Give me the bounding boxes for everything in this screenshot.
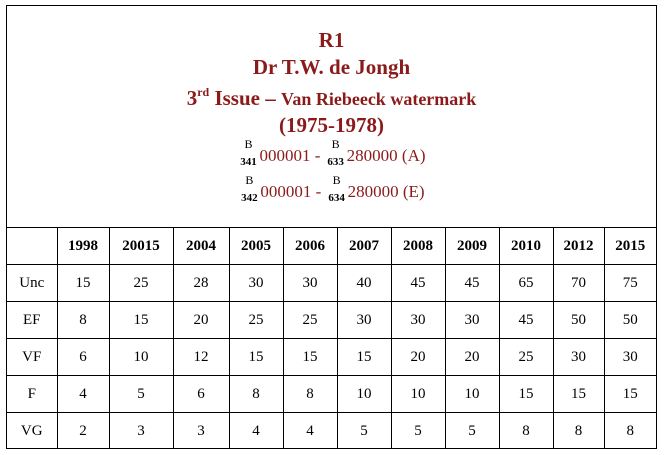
issue-description: Van Riebeeck watermark: [280, 89, 477, 109]
price-table: [7, 228, 656, 449]
table-cell: 30: [391, 302, 445, 339]
table-cell: 6: [57, 339, 109, 376]
table-cell: 10: [109, 339, 173, 376]
issue-word: Issue –: [214, 86, 276, 110]
table-cell: 45: [499, 302, 553, 339]
table-cell: 30: [604, 339, 656, 376]
grade-label: VF: [7, 339, 57, 376]
table-cell: 5: [391, 413, 445, 450]
table-cell: 70: [553, 265, 604, 302]
issue-number: 3: [186, 86, 198, 110]
table-cell: 6: [173, 376, 229, 413]
issue-line: [7, 85, 656, 111]
table-cell: 12: [173, 339, 229, 376]
table-cell: 20: [173, 302, 229, 339]
table-cell: 28: [173, 265, 229, 302]
table-cell: 8: [604, 413, 656, 450]
table-cell: 4: [57, 376, 109, 413]
table-cell: 15: [283, 339, 337, 376]
table-cell: 15: [337, 339, 391, 376]
table-cell: 4: [229, 413, 283, 450]
table-cell: 30: [553, 339, 604, 376]
table-cell: 25: [283, 302, 337, 339]
table-cell: 65: [499, 265, 553, 302]
column-header: [7, 228, 57, 265]
table-cell: 15: [109, 302, 173, 339]
table-cell: 50: [604, 302, 656, 339]
serial-range-a: [7, 137, 656, 169]
table-cell: 15: [499, 376, 553, 413]
table-cell: 15: [229, 339, 283, 376]
prefix-end: B 633: [327, 137, 344, 169]
table-cell: 8: [283, 376, 337, 413]
table-cell: 75: [604, 265, 656, 302]
table-cell: 45: [445, 265, 499, 302]
table-cell: 3: [173, 413, 229, 450]
catalog-entry-box: [6, 5, 657, 449]
column-header: 2009: [445, 228, 499, 265]
table-row: [7, 302, 656, 339]
catalog-code: R1: [318, 28, 345, 52]
table-cell: 10: [391, 376, 445, 413]
column-header: 20015: [109, 228, 173, 265]
table-cell: 15: [553, 376, 604, 413]
table-cell: 30: [229, 265, 283, 302]
column-header: 2006: [283, 228, 337, 265]
column-header: 2004: [173, 228, 229, 265]
table-cell: 30: [445, 302, 499, 339]
table-header-row: [7, 228, 656, 265]
table-cell: 40: [337, 265, 391, 302]
signatory-name: Dr T.W. de Jongh: [252, 55, 411, 79]
table-cell: 15: [604, 376, 656, 413]
table-cell: 3: [109, 413, 173, 450]
column-header: 2012: [553, 228, 604, 265]
table-cell: 25: [229, 302, 283, 339]
grade-label: Unc: [7, 265, 57, 302]
table-row: [7, 339, 656, 376]
table-cell: 20: [445, 339, 499, 376]
table-cell: 30: [283, 265, 337, 302]
serial-range-e: [7, 173, 656, 205]
column-header: 1998: [57, 228, 109, 265]
table-cell: 30: [337, 302, 391, 339]
column-header: 2005: [229, 228, 283, 265]
table-cell: 25: [109, 265, 173, 302]
prefix-end: B 634: [328, 173, 345, 205]
grade-label: VG: [7, 413, 57, 450]
table-cell: 4: [283, 413, 337, 450]
table-row: [7, 413, 656, 450]
table-cell: 15: [57, 265, 109, 302]
table-cell: 2: [57, 413, 109, 450]
table-row: [7, 376, 656, 413]
prefix-start: B 341: [240, 137, 257, 169]
table-cell: 10: [337, 376, 391, 413]
issue-ordinal-suffix: rd: [197, 85, 210, 99]
grade-label: EF: [7, 302, 57, 339]
table-cell: 5: [109, 376, 173, 413]
table-cell: 5: [337, 413, 391, 450]
column-header: 2008: [391, 228, 445, 265]
table-cell: 8: [229, 376, 283, 413]
table-cell: 8: [553, 413, 604, 450]
table-cell: 20: [391, 339, 445, 376]
serial-end: 280000 (E): [347, 182, 425, 201]
table-cell: 5: [445, 413, 499, 450]
serial-start: 000001 -: [259, 146, 321, 165]
entry-header: [7, 6, 656, 228]
table-cell: 8: [499, 413, 553, 450]
prefix-start: B 342: [241, 173, 258, 205]
table-cell: 10: [445, 376, 499, 413]
column-header: 2010: [499, 228, 553, 265]
grade-label: F: [7, 376, 57, 413]
table-cell: 45: [391, 265, 445, 302]
issue-years: (1975-1978): [279, 113, 384, 137]
table-cell: 25: [499, 339, 553, 376]
table-row: [7, 265, 656, 302]
serial-start: 000001 -: [260, 182, 322, 201]
table-cell: 8: [57, 302, 109, 339]
column-header: 2015: [604, 228, 656, 265]
column-header: 2007: [337, 228, 391, 265]
serial-end: 280000 (A): [346, 146, 426, 165]
table-cell: 50: [553, 302, 604, 339]
